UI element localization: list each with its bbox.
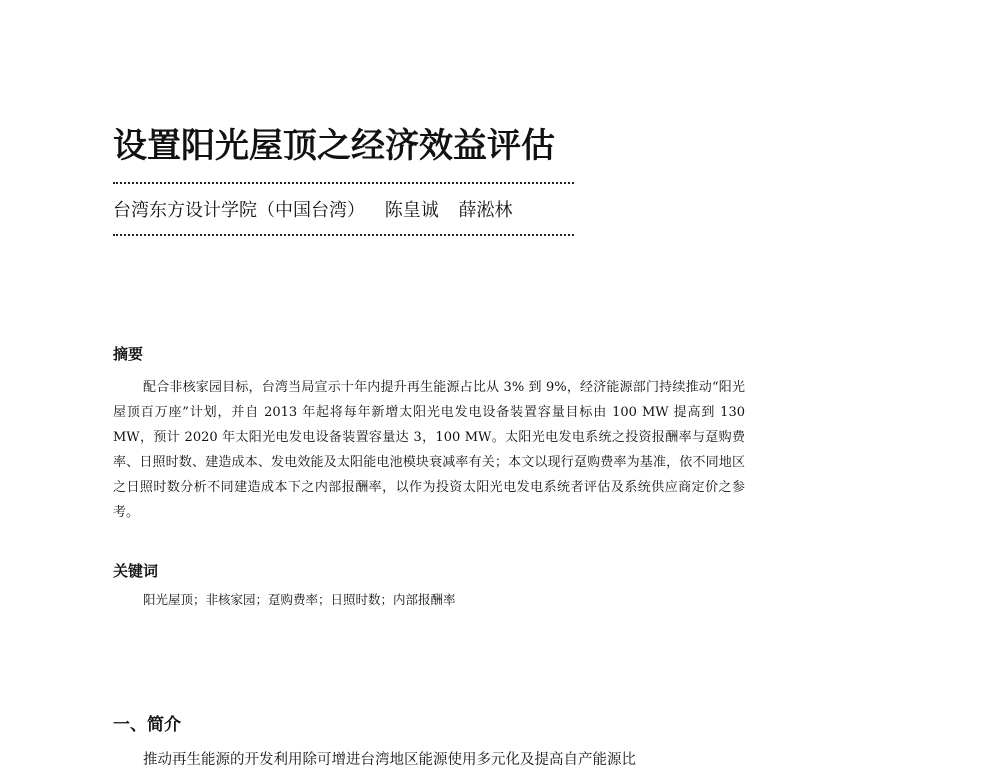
section-heading-introduction: 一、简介: [113, 715, 181, 735]
keywords-text: 阳光屋顶；非核家园；趸购费率；日照时数；内部报酬率: [143, 592, 456, 607]
abstract-heading: 摘要: [113, 345, 144, 363]
introduction-text: 推动再生能源的开发利用除可增进台湾地区能源使用多元化及提高自产能源比: [143, 752, 636, 768]
author-name: 薛淞林: [458, 200, 513, 221]
paper-title: 设置阳光屋顶之经济效益评估: [113, 126, 555, 166]
title-divider-bottom: [113, 234, 574, 236]
byline: [113, 198, 583, 224]
keywords-heading: 关键词: [113, 562, 159, 580]
author-institution: 台湾东方设计学院（中国台湾）: [113, 200, 365, 221]
title-divider-top: [113, 182, 574, 184]
author-name: 陈皇诚: [384, 200, 439, 221]
abstract-text: 配合非核家园目标，台湾当局宣示十年内提升再生能源占比从 3% 到 9%，经济能源部门持续推动“阳光屋顶百万座”计划，并自 2013 年起将每年新增太阳光电发电设备装置容量目标由 100 MW 提高到 130 MW，预计 2020 年太阳光电发电设备装置容量达 3，100 MW。太阳光电发电系统之投资报酬率与趸购费率、日照时数、建造成本、发电效能及太阳能电池模块衰减率有关；本文以现行趸购费率为基准，依不同地区之日照时数分析不同建造成本下之内部报酬率，以作为投资太阳光电发电系统者评估及系统供应商定价之参考。: [113, 380, 745, 520]
